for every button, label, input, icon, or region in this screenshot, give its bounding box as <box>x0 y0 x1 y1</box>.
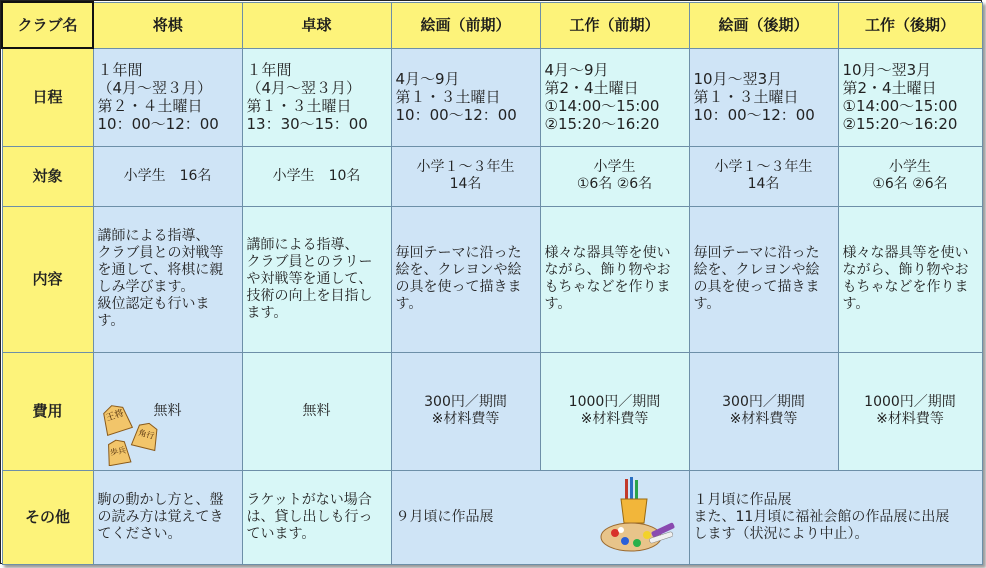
content-cell: 講師による指導、 クラブ員との対戦等 を通して、将棋に親 しみ学びます。 級位認定も行いま す。 <box>93 206 242 352</box>
target-cell: 小学生 10名 <box>242 146 391 206</box>
fee-cell-shogi <box>93 352 242 470</box>
schedule-row-label: 日程 <box>2 48 93 146</box>
other-row-label: その他 <box>2 470 93 564</box>
other-row <box>2 470 982 564</box>
schedule-cell: １年間 （4月～翌３月） 第２・４土曜日 10：00～12：00 <box>93 48 242 146</box>
fee-text: 無料 <box>153 402 182 419</box>
content-cell: 毎回テーマに沿った 絵を、クレヨンや絵 の具を使って描きま す。 <box>689 206 838 352</box>
fee-cell: 無料 <box>242 352 391 470</box>
other-cell-tabletennis: ラケットがない場合 は、貸し出しも行っ ています。 <box>242 470 391 564</box>
schedule-cell: 4月～9月 第１・３土曜日 10：00～12：00 <box>391 48 540 146</box>
content-cell: 講師による指導、 クラブ員とのラリー や対戦等を通して、 技術の向上を目指し ます。 <box>242 206 391 352</box>
target-row <box>2 146 982 206</box>
club-header-painting-first: 絵画（前期） <box>391 2 540 48</box>
schedule-cell: 10月～翌3月 第１・３土曜日 10：00～12：00 <box>689 48 838 146</box>
shogi-piece-label: 王将 <box>104 408 125 424</box>
other-cell-first-half <box>391 470 689 564</box>
target-cell: 小学１～３年生 14名 <box>689 146 838 206</box>
club-header-shogi: 将棋 <box>93 2 242 48</box>
club-header-tabletennis: 卓球 <box>242 2 391 48</box>
schedule-cell: 4月～9月 第2・4土曜日 ①14:00～15:00 ②15:20～16:20 <box>540 48 689 146</box>
fee-cell: 1000円／期間 ※材料費等 <box>838 352 982 470</box>
content-cell: 毎回テーマに沿った 絵を、クレヨンや絵 の具を使って描きま す。 <box>391 206 540 352</box>
shogi-piece-label: 角行 <box>137 427 155 441</box>
other-cell-shogi: 駒の動かし方と、盤 の読み方は覚えてき てください。 <box>93 470 242 564</box>
other-first-half-text: ９月頃に作品展 <box>395 508 494 525</box>
fee-row-label: 費用 <box>2 352 93 470</box>
fee-cell: 300円／期間 ※材料費等 <box>689 352 838 470</box>
target-row-label: 対象 <box>2 146 93 206</box>
content-row-label: 内容 <box>2 206 93 352</box>
content-cell: 様々な器具等を使い ながら、飾り物やお もちゃなどを作りま す。 <box>540 206 689 352</box>
paint-palette-icon <box>595 475 679 555</box>
schedule-cell: １年間 （4月～翌３月） 第１・３土曜日 13：30～15：00 <box>242 48 391 146</box>
club-header-craft-second: 工作（後期） <box>838 2 982 48</box>
target-cell: 小学生 ①6名 ②6名 <box>838 146 982 206</box>
schedule-cell: 10月～翌3月 第2・4土曜日 ①14:00～15:00 ②15:20～16:20 <box>838 48 982 146</box>
header-row <box>2 2 982 48</box>
club-header-painting-second: 絵画（後期） <box>689 2 838 48</box>
content-cell: 様々な器具等を使い ながら、飾り物やお もちゃなどを作りま す。 <box>838 206 982 352</box>
target-cell: 小学生 ①6名 ②6名 <box>540 146 689 206</box>
shogi-pieces-icon <box>102 404 162 466</box>
content-row <box>2 206 982 352</box>
target-cell: 小学生 16名 <box>93 146 242 206</box>
club-schedule-table <box>1 1 983 565</box>
schedule-row <box>2 48 982 146</box>
club-name-header: クラブ名 <box>2 2 93 48</box>
target-cell: 小学１～３年生 14名 <box>391 146 540 206</box>
other-cell-second-half: １月頃に作品展 また、11月頃に福祉会館の作品展に出展 します（状況により中止）。 <box>689 470 982 564</box>
club-header-craft-first: 工作（前期） <box>540 2 689 48</box>
fee-cell: 1000円／期間 ※材料費等 <box>540 352 689 470</box>
shogi-piece-label: 歩兵 <box>108 445 127 457</box>
fee-cell: 300円／期間 ※材料費等 <box>391 352 540 470</box>
fee-row <box>2 352 982 470</box>
